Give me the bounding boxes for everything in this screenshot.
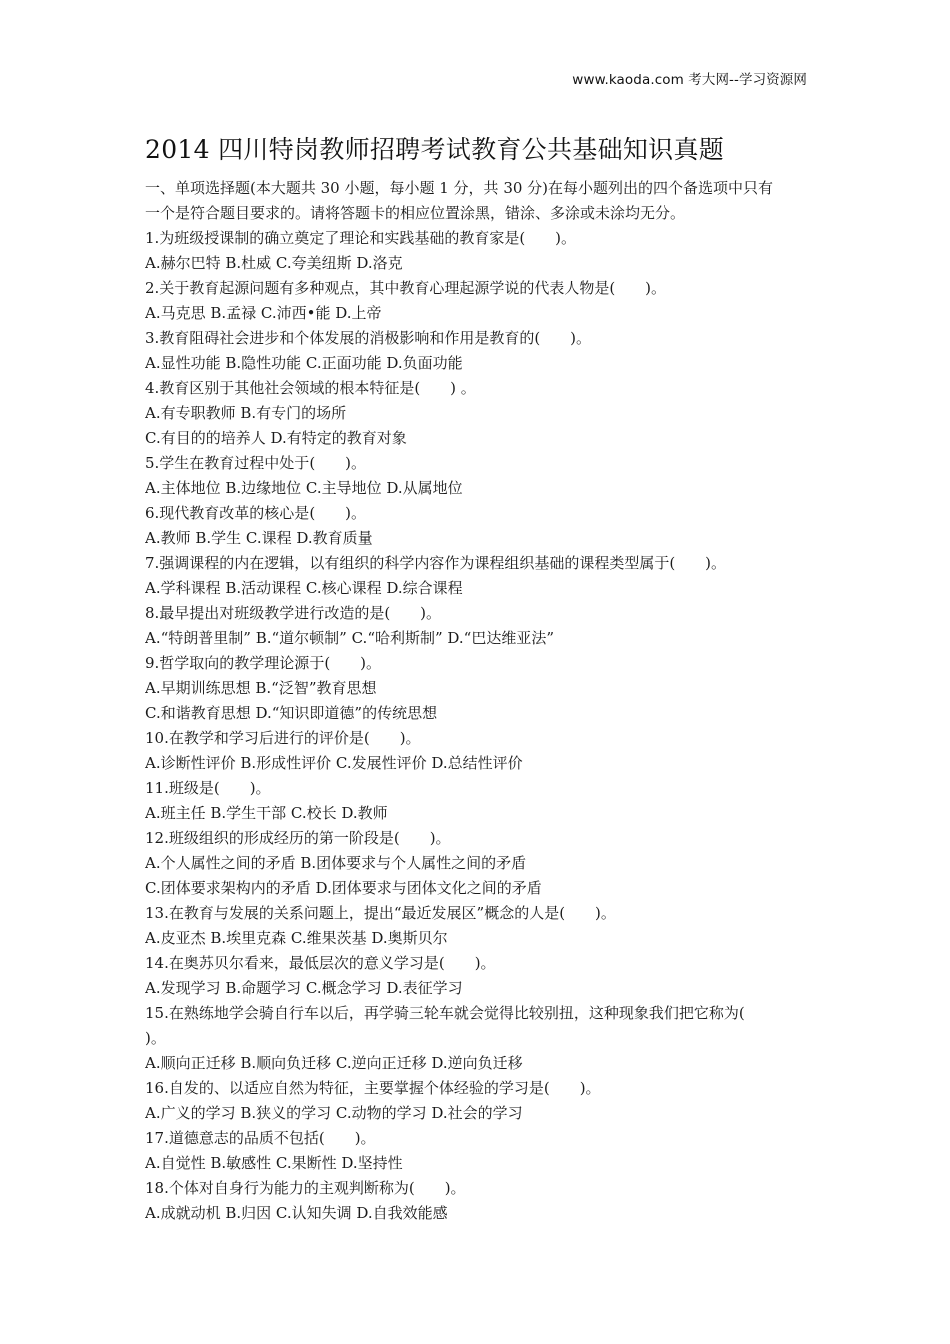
- question-12-options-ab: A.个人属性之间的矛盾 B.团体要求与个人属性之间的矛盾: [145, 854, 527, 872]
- question-10: 10.在教学和学习后进行的评价是( )。: [145, 729, 421, 747]
- question-2-options: A.马克思 B.孟禄 C.沛西•能 D.上帝: [145, 304, 382, 322]
- question-9-options-ab: A.早期训练思想 B.“泛智”教育思想: [145, 679, 377, 697]
- question-15-options: A.顺向正迁移 B.顺向负迁移 C.逆向正迁移 D.逆向负迁移: [145, 1054, 523, 1072]
- question-18: 18.个体对自身行为能力的主观判断称为( )。: [145, 1179, 466, 1197]
- question-7: 7.强调课程的内在逻辑，以有组织的科学内容作为课程组织基础的课程类型属于( )。: [145, 554, 727, 572]
- question-17: 17.道德意志的品质不包括( )。: [145, 1129, 376, 1147]
- question-16-options: A.广义的学习 B.狭义的学习 C.动物的学习 D.社会的学习: [145, 1104, 523, 1122]
- document-body: [145, 176, 815, 1226]
- section-intro-line-2: 一个是符合题目要求的。请将答题卡的相应位置涂黑，错涂、多涂或未涂均无分。: [145, 204, 686, 222]
- question-8-options: A.“特朗普里制” B.“道尔顿制” C.“哈利斯制” D.“巴达维亚法”: [145, 629, 555, 647]
- question-10-options: A.诊断性评价 B.形成性评价 C.发展性评价 D.总结性评价: [145, 754, 523, 772]
- question-9: 9.哲学取向的教学理论源于( )。: [145, 654, 382, 672]
- question-18-options: A.成就动机 B.归因 C.认知失调 D.自我效能感: [145, 1204, 448, 1222]
- question-16: 16.自发的、以适应自然为特征，主要掌握个体经验的学习是( )。: [145, 1079, 601, 1097]
- question-1: 1.为班级授课制的确立奠定了理论和实践基础的教育家是( )。: [145, 229, 577, 247]
- question-5: 5.学生在教育过程中处于( )。: [145, 454, 367, 472]
- page-title: 2014 四川特岗教师招聘考试教育公共基础知识真题: [145, 135, 725, 164]
- section-intro-line-1: 一、单项选择题(本大题共 30 小题，每小题 1 分，共 30 分)在每小题列出的四个备选项中只有: [145, 179, 774, 197]
- question-13: 13.在教育与发展的关系问题上，提出“最近发展区”概念的人是( )。: [145, 904, 616, 922]
- question-7-options: A.学科课程 B.活动课程 C.核心课程 D.综合课程: [145, 579, 463, 597]
- question-11-options: A.班主任 B.学生干部 C.校长 D.教师: [145, 804, 388, 822]
- question-6-options: A.教师 B.学生 C.课程 D.教育质量: [145, 529, 373, 547]
- site-header: www.kaoda.com 考大网--学习资源网: [572, 72, 807, 88]
- question-5-options: A.主体地位 B.边缘地位 C.主导地位 D.从属地位: [145, 479, 463, 497]
- question-15: 15.在熟练地学会骑自行车以后，再学骑三轮车就会觉得比较别扭，这种现象我们把它称为(: [145, 1004, 745, 1022]
- question-3-options: A.显性功能 B.隐性功能 C.正面功能 D.负面功能: [145, 354, 463, 372]
- question-9-options-cd: C.和谐教育思想 D.“知识即道德”的传统思想: [145, 704, 438, 722]
- question-11: 11.班级是( )。: [145, 779, 271, 797]
- question-14-options: A.发现学习 B.命题学习 C.概念学习 D.表征学习: [145, 979, 463, 997]
- question-1-options: A.赫尔巴特 B.杜威 C.夸美纽斯 D.洛克: [145, 254, 403, 272]
- question-8: 8.最早提出对班级教学进行改造的是( )。: [145, 604, 442, 622]
- question-13-options: A.皮亚杰 B.埃里克森 C.维果茨基 D.奥斯贝尔: [145, 929, 448, 947]
- question-12-options-cd: C.团体要求架构内的矛盾 D.团体要求与团体文化之间的矛盾: [145, 879, 542, 897]
- question-3: 3.教育阻碍社会进步和个体发展的消极影响和作用是教育的( )。: [145, 329, 592, 347]
- question-12: 12.班级组织的形成经历的第一阶段是( )。: [145, 829, 451, 847]
- question-17-options: A.自觉性 B.敏感性 C.果断性 D.坚持性: [145, 1154, 403, 1172]
- question-2: 2.关于教育起源问题有多种观点，其中教育心理起源学说的代表人物是( )。: [145, 279, 667, 297]
- question-4: 4.教育区别于其他社会领域的根本特征是( ) 。: [145, 379, 476, 397]
- question-15-continued: )。: [145, 1029, 166, 1047]
- question-4-options-ab: A.有专职教师 B.有专门的场所: [145, 404, 347, 422]
- question-14: 14.在奥苏贝尔看来，最低层次的意义学习是( )。: [145, 954, 496, 972]
- question-6: 6.现代教育改革的核心是( )。: [145, 504, 367, 522]
- question-4-options-cd: C.有目的的培养人 D.有特定的教育对象: [145, 429, 407, 447]
